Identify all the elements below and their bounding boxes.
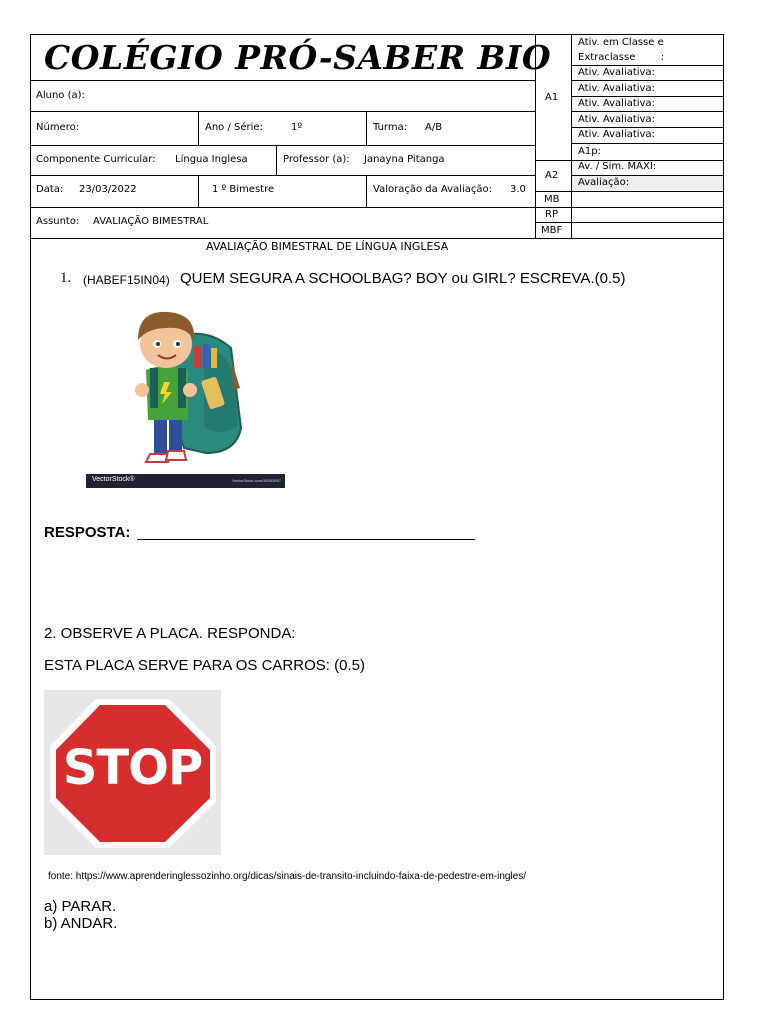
assunto-value: AVALIAÇÃO BIMESTRAL [93, 216, 209, 227]
grade-row: Extraclasse : [578, 52, 665, 63]
data-label: Data: [36, 184, 64, 195]
grade-mbf: MBF [541, 225, 563, 236]
cell-divider [366, 175, 367, 207]
aluno-label: Aluno (a): [36, 90, 85, 101]
cell-divider [198, 175, 199, 207]
grade-a2: A2 [545, 170, 559, 181]
cell-divider [366, 111, 367, 145]
vectorstock-watermark: VectorStock® [92, 476, 135, 483]
answer-label: RESPOSTA: [44, 524, 131, 541]
ano-serie-label: Ano / Série: [205, 122, 263, 133]
turma-value: A/B [425, 122, 443, 133]
professor-value: Janayna Pitanga [364, 154, 445, 165]
aluno-field[interactable] [100, 84, 530, 108]
cell-divider [198, 111, 199, 145]
stop-sign-image [44, 690, 221, 855]
grade-mb: MB [544, 194, 560, 205]
grade-line [571, 65, 724, 66]
grade-row: Av. / Sim. MAXI: [578, 161, 657, 172]
componente-label: Componente Curricular: [36, 154, 156, 165]
grade-line [535, 207, 724, 208]
option-a[interactable]: a) PARAR. [44, 898, 117, 915]
header-bottom-line [30, 238, 724, 239]
grade-line [535, 222, 724, 223]
header-line [30, 111, 535, 112]
turma-label: Turma: [373, 122, 408, 133]
grade-rp: RP [545, 209, 558, 220]
q2-title: 2. OBSERVE A PLACA. RESPONDA: [44, 625, 296, 642]
valoracao-label: Valoração da Avaliação: [373, 184, 493, 195]
valoracao-value: 3.0 [510, 184, 526, 195]
grade-row: Avaliação: [578, 177, 630, 188]
grade-row: Ativ. Avaliativa: [578, 129, 655, 140]
componente-value: Língua Inglesa [175, 154, 248, 165]
q1-code: (HABEF15IN04) [83, 273, 170, 287]
grade-row: A1p: [578, 146, 601, 157]
option-b[interactable]: b) ANDAR. [44, 915, 118, 932]
header-line [30, 80, 535, 81]
image-source: fonte: https://www.aprenderinglessozinho.org/dicas/sinais-de-transito-incluindo-faixa-de-pedestre-em-ingles/ [48, 871, 527, 882]
grade-line [571, 127, 724, 128]
grade-row: Ativ. Avaliativa: [578, 67, 655, 78]
header-line [30, 175, 535, 176]
grade-row: Ativ. em Classe e [578, 37, 664, 48]
numero-label: Número: [36, 122, 80, 133]
professor-label: Professor (a): [283, 154, 350, 165]
grade-line [571, 111, 724, 112]
q1-text: QUEM SEGURA A SCHOOLBAG? BOY ou GIRL? ESCREVA.(0.5) [180, 270, 626, 287]
grade-line [571, 143, 724, 144]
bimestre: 1 º Bimestre [212, 184, 275, 195]
boy-backpack-image [86, 298, 285, 488]
q2-text: ESTA PLACA SERVE PARA OS CARROS: (0.5) [44, 657, 365, 674]
grade-row: Ativ. Avaliativa: [578, 83, 655, 94]
exam-heading: AVALIAÇÃO BIMESTRAL DE LÍNGUA INGLESA [206, 240, 449, 253]
cell-divider [276, 145, 277, 175]
vectorstock-url: VectorStock.com/36053957 [232, 478, 281, 483]
school-title: COLÉGIO PRÓ-SABER BIO [44, 38, 552, 77]
answer-line[interactable] [137, 539, 475, 540]
q1-number: 1. [60, 270, 72, 286]
ano-serie-value: 1º [291, 122, 303, 133]
boy-backpack-illustration [86, 298, 285, 488]
data-value: 23/03/2022 [79, 184, 137, 195]
header-line [30, 145, 535, 146]
stop-sign-text: STOP [62, 740, 203, 796]
grade-row: Ativ. Avaliativa: [578, 98, 655, 109]
grade-row: Ativ. Avaliativa: [578, 114, 655, 125]
grade-line [571, 96, 724, 97]
grade-a1: A1 [545, 92, 559, 103]
header-line [30, 207, 535, 208]
grade-line [571, 80, 724, 81]
grade-line [535, 191, 724, 192]
assunto-label: Assunto: [36, 216, 80, 227]
